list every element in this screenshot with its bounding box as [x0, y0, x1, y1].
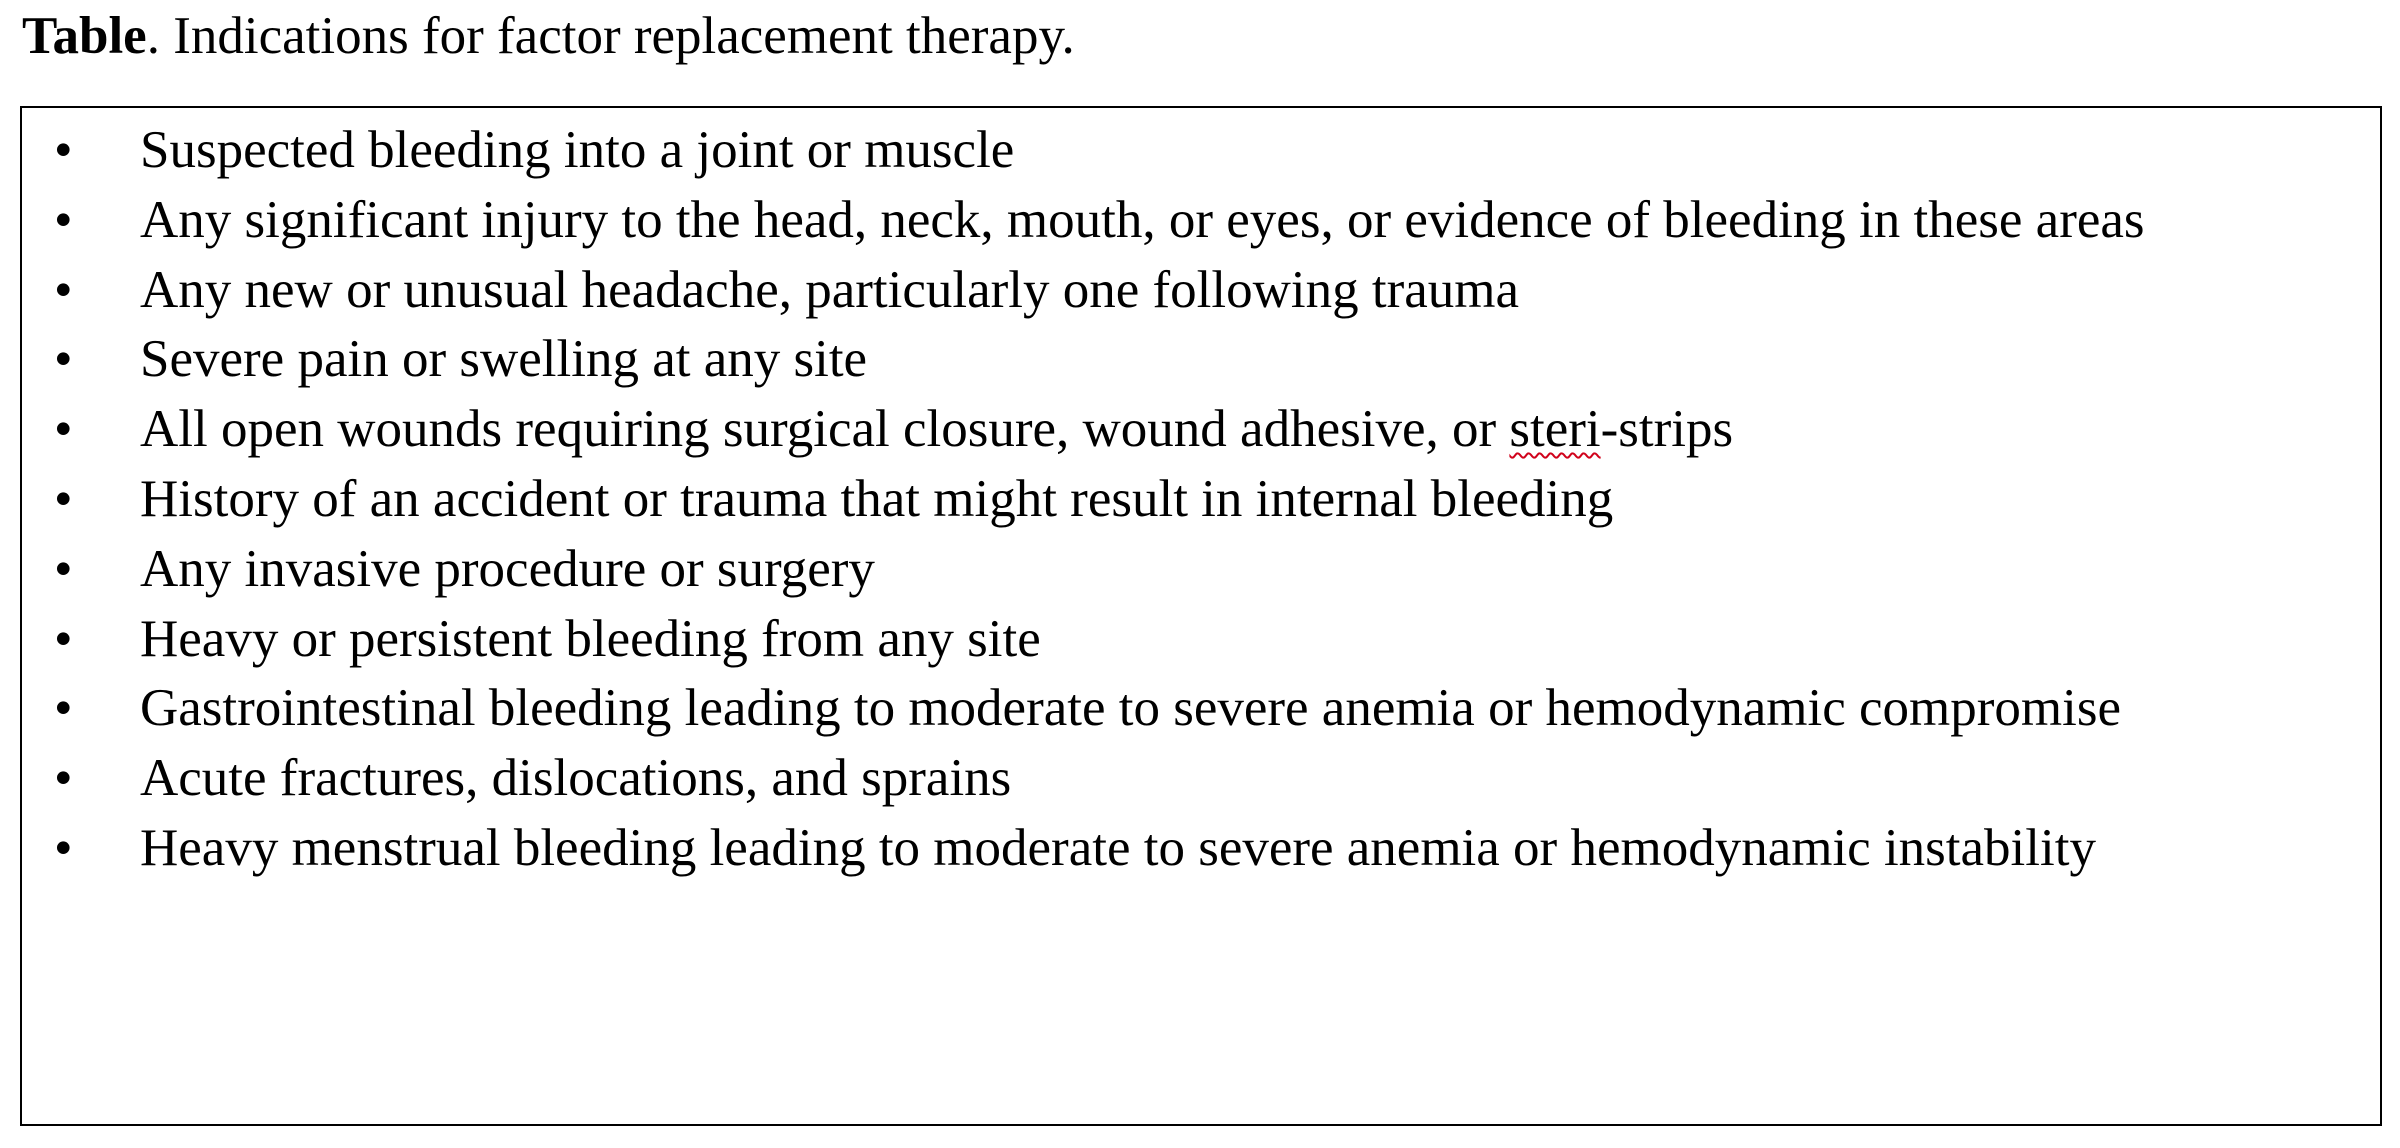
bullet-icon: • — [54, 609, 73, 668]
list-item-text: Severe pain or swelling at any site — [140, 330, 868, 389]
list-item — [22, 814, 2380, 884]
list-item-text-after: -strips — [1600, 400, 1734, 459]
list-item — [22, 256, 2380, 326]
caption-label: Table — [22, 7, 147, 65]
list-item-text-before: All open wounds requiring surgical closure, wound adhesive, or — [140, 400, 1510, 459]
bullet-icon: • — [54, 121, 73, 179]
list-item — [22, 744, 2380, 814]
list-item-text — [140, 395, 2330, 465]
list-item-text: Heavy or persistent bleeding from any site — [140, 609, 1041, 668]
bullet-icon: • — [54, 260, 73, 319]
bullet-icon: • — [54, 539, 73, 598]
bullet-icon: • — [54, 469, 73, 528]
list-item — [22, 116, 2380, 186]
bullet-icon: • — [54, 400, 73, 459]
list-item-text: Any significant injury to the head, neck, mouth, or eyes, or evidence of bleeding in these areas — [140, 190, 2145, 249]
list-item — [22, 465, 2380, 535]
list-item-text: Any new or unusual headache, particularly one following trauma — [140, 260, 1520, 319]
list-item-text: Acute fractures, dislocations, and sprains — [140, 749, 1012, 808]
bullet-icon: • — [54, 818, 73, 877]
indications-list — [22, 116, 2380, 884]
caption-text: . Indications for factor replacement therapy. — [146, 7, 1075, 65]
list-item-text: Any invasive procedure or surgery — [140, 539, 875, 598]
list-item — [22, 674, 2380, 744]
list-item-text: History of an accident or trauma that might result in internal bleeding — [140, 469, 1614, 528]
table-caption — [22, 6, 1075, 66]
list-item — [22, 325, 2380, 395]
list-item — [22, 395, 2380, 465]
list-item-text: Gastrointestinal bleeding leading to moderate to severe anemia or hemodynamic compromise — [140, 679, 2121, 738]
list-item — [22, 186, 2380, 256]
spellcheck-flagged-word: steri — [1509, 400, 1601, 459]
bullet-icon: • — [54, 330, 73, 389]
indications-table — [20, 106, 2382, 1126]
list-item-text: Suspected bleeding into a joint or muscle — [140, 121, 1015, 179]
list-item — [22, 535, 2380, 605]
list-item — [22, 605, 2380, 675]
bullet-icon: • — [54, 679, 73, 738]
list-item-text: Heavy menstrual bleeding leading to moderate to severe anemia or hemodynamic instability — [140, 818, 2096, 877]
bullet-icon: • — [54, 749, 73, 808]
bullet-icon: • — [54, 190, 73, 249]
